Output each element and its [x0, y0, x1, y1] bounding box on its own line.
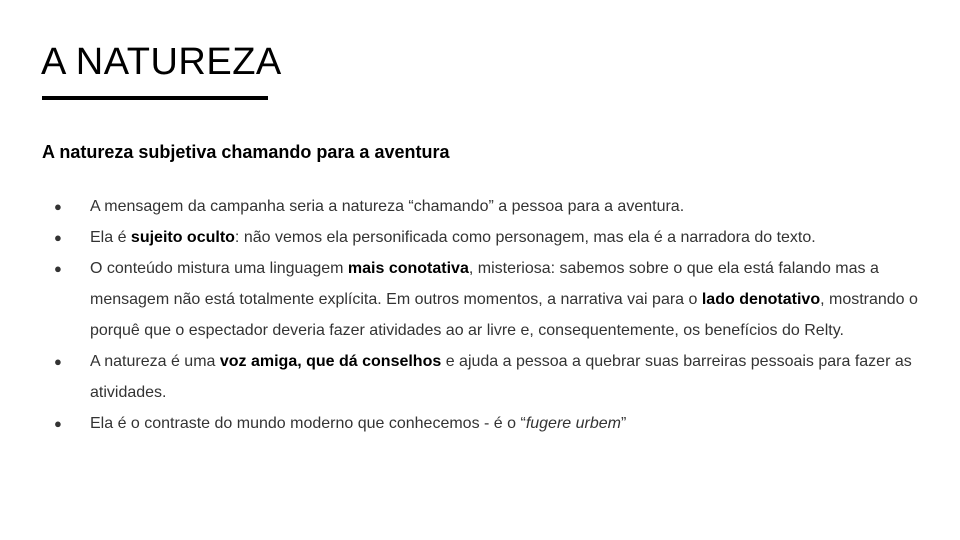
bullet-text: A mensagem da campanha seria a natureza “chamando” a pessoa para a aventura.	[90, 198, 685, 215]
bullet-text: ”	[620, 415, 627, 432]
bullet-text: e ajuda a pessoa a quebrar suas barreiras pessoais para fazer as atividades.	[90, 353, 912, 401]
bullet-item	[42, 253, 922, 346]
bullet-bold-text: lado denotativo	[701, 291, 821, 308]
bullet-icon: ●	[54, 199, 62, 214]
bullet-icon: ●	[54, 416, 62, 431]
bullet-item	[42, 408, 922, 439]
bullet-text: : não vemos ela personificada como personagem, mas ela é a narradora do texto.	[234, 229, 816, 246]
bullet-text: , misteriosa: sabemos sobre o que ela está falando mas a mensagem não está totalmente explícita. Em outros momentos, a narrativa vai para o	[90, 260, 879, 308]
slide-title: A NATUREZA	[41, 41, 282, 83]
title-underline	[42, 96, 268, 100]
bullet-text: Ela é o contraste do mundo moderno que conhecemos - é o “	[90, 415, 526, 432]
bullet-icon: ●	[54, 261, 62, 276]
bullet-bold-text: mais conotativa	[347, 260, 469, 277]
bullet-bold-text: sujeito oculto	[130, 229, 235, 246]
bullet-text: Ela é	[90, 229, 131, 246]
slide-subtitle: A natureza subjetiva chamando para a aventura	[42, 142, 450, 162]
bullet-item	[42, 222, 922, 253]
bullet-text: A natureza é uma	[90, 353, 220, 370]
bullet-list	[42, 191, 922, 439]
bullet-icon: ●	[54, 354, 62, 369]
bullet-text: O conteúdo mistura uma linguagem	[90, 260, 348, 277]
bullet-italic-text: fugere urbem	[525, 415, 621, 432]
bullet-text: , mostrando o porquê que o espectador deveria fazer atividades ao ar livre e, consequentemente, os benefícios do Relty.	[90, 291, 918, 339]
bullet-bold-text: voz amiga, que dá conselhos	[219, 353, 442, 370]
bullet-item	[42, 346, 922, 408]
bullet-icon: ●	[54, 230, 62, 245]
bullet-item	[42, 191, 922, 222]
